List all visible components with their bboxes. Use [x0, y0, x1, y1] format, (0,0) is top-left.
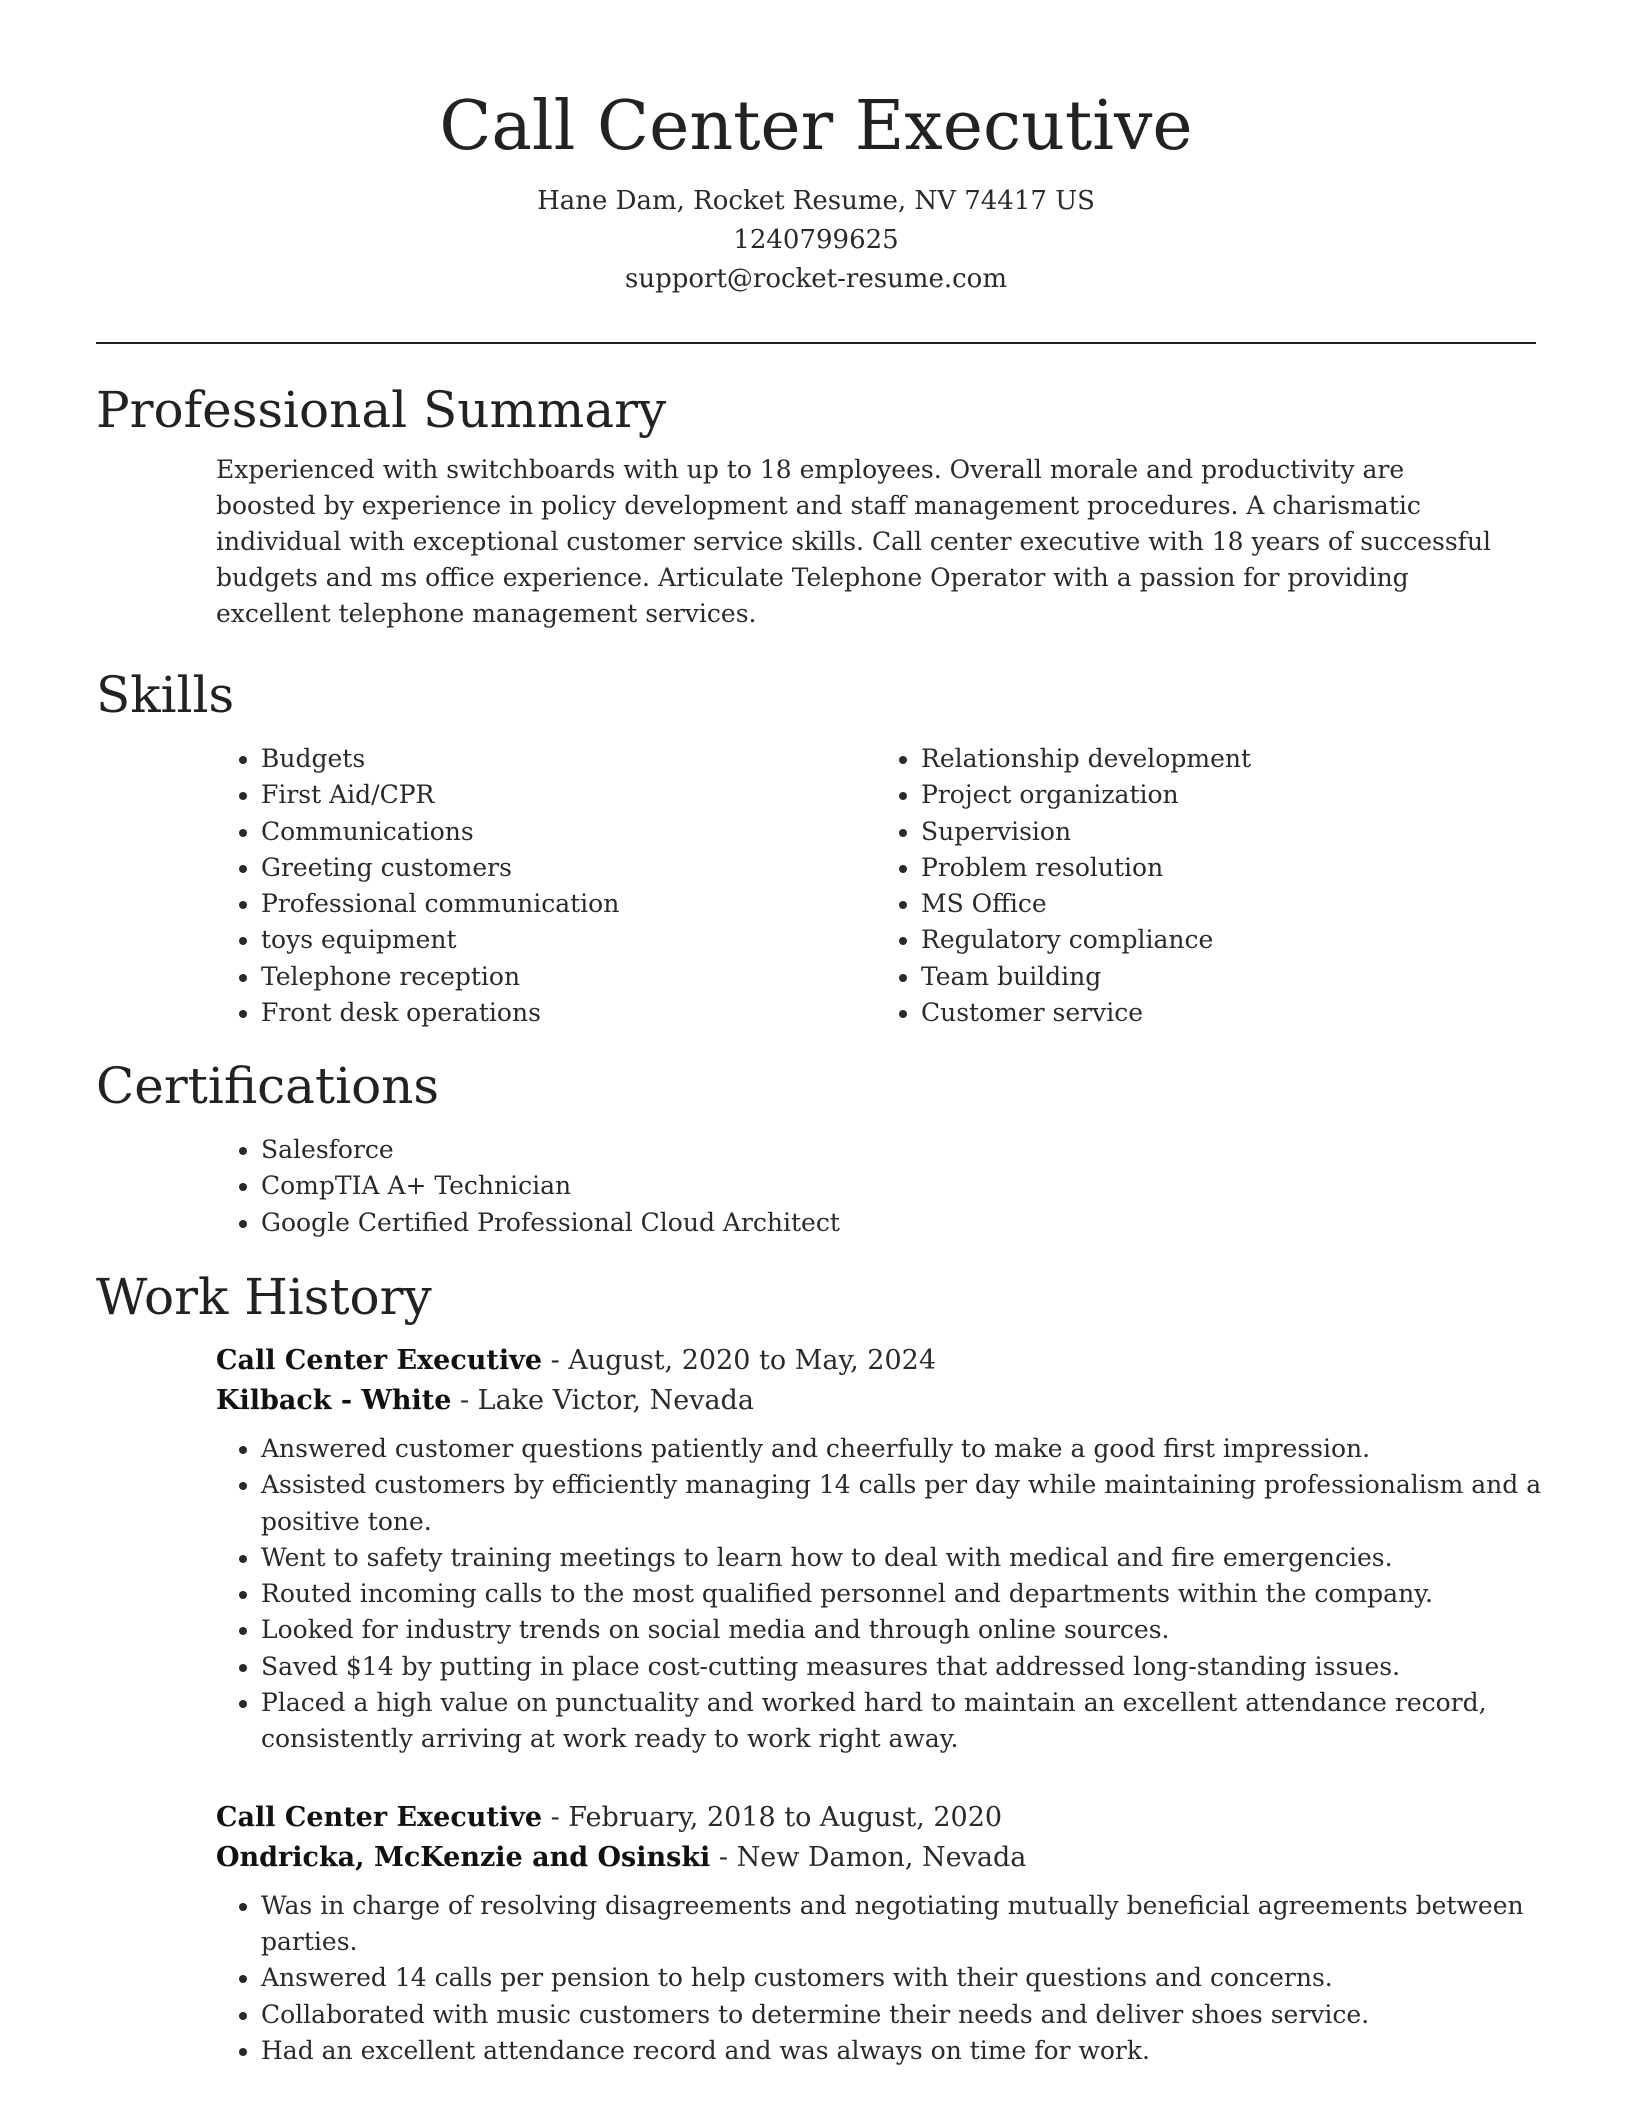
skill-item: • Front desk operations [261, 995, 876, 1031]
contact-email: support@rocket-resume.com [624, 264, 1007, 294]
certification-item: • Google Certified Professional Cloud Architect [261, 1205, 1536, 1241]
summary-section [96, 378, 1536, 632]
job-location: - Lake Victor, Nevada [451, 1385, 754, 1416]
job-company: Ondricka, McKenzie and Osinski [216, 1841, 711, 1873]
job-bullet: • Had an excellent attendance record and was always on time for work. [261, 2033, 1551, 2069]
skill-item: • Greeting customers [261, 850, 876, 886]
skill-item: • MS Office [921, 886, 1536, 922]
job-bullet: • Was in charge of resolving disagreements and negotiating mutually beneficial agreements between parties. [261, 1888, 1551, 1961]
job-bullet: • Looked for industry trends on social media and through online sources. [261, 1612, 1551, 1648]
contact-block [0, 182, 1632, 299]
job-bullet: • Assisted customers by efficiently managing 14 calls per day while maintaining professionalism and a positive tone. [261, 1467, 1551, 1540]
skill-item: • Customer service [921, 995, 1536, 1031]
skills-list-left [216, 741, 876, 1031]
job-bullet: • Collaborated with music customers to determine their needs and deliver shoes service. [261, 1997, 1551, 2033]
skill-item: • Problem resolution [921, 850, 1536, 886]
job-bullets [216, 1431, 1551, 1758]
skill-item: • Supervision [921, 814, 1536, 850]
skill-item: • First Aid/CPR [261, 777, 876, 813]
job-title: Call Center Executive [216, 1801, 542, 1833]
work-history-heading: Work History [96, 1268, 432, 1326]
summary-heading: Professional Summary [96, 381, 667, 439]
skills-heading: Skills [96, 666, 235, 724]
skills-section [96, 663, 1536, 1031]
skill-item: • Budgets [261, 741, 876, 777]
skills-columns [216, 741, 1536, 1031]
job-entry [216, 1341, 1542, 1758]
skill-item: • toys equipment [261, 922, 876, 958]
job-location: - New Damon, Nevada [710, 1841, 1027, 1873]
page-title: Call Center Executive [439, 87, 1193, 166]
skill-item: • Relationship development [921, 741, 1536, 777]
job-title-line [216, 1798, 1536, 1838]
job-company-line [216, 1381, 1536, 1421]
summary-text: Experienced with switchboards with up to 18 employees. Overall morale and productivity are boosted by experience in policy development and staff management procedures. A charismatic individual with exceptional customer service skills. Call center executive with 18 years of successful budgets and ms office experience. Articulate Telephone Operator with a passion for providing excellent telephone management services. [216, 455, 1492, 628]
job-company-line [216, 1838, 1536, 1878]
job-title-line [216, 1341, 1536, 1381]
certifications-list [216, 1132, 1536, 1241]
job-title: Call Center Executive [216, 1345, 542, 1376]
job-dates: - February, 2018 to August, 2020 [542, 1801, 1003, 1833]
job-bullet: • Saved $14 by putting in place cost-cutting measures that addressed long-standing issues. [261, 1649, 1551, 1685]
job-company: Kilback - White [216, 1385, 452, 1416]
job-bullet: • Answered 14 calls per pension to help customers with their questions and concerns. [261, 1960, 1551, 1996]
skill-item: • Professional communication [261, 886, 876, 922]
skill-item: • Project organization [921, 777, 1536, 813]
skill-item: • Communications [261, 814, 876, 850]
resume-header [0, 82, 1632, 299]
certifications-heading: Certifications [96, 1057, 440, 1115]
skill-item: • Telephone reception [261, 959, 876, 995]
header-divider [96, 342, 1536, 344]
work-history-section [96, 1265, 1542, 2069]
job-bullet: • Placed a high value on punctuality and worked hard to maintain an excellent attendance record, consistently arriving at work ready to work right away. [261, 1685, 1551, 1758]
certifications-section [96, 1054, 1536, 1241]
job-entry [216, 1798, 1536, 2069]
contact-phone: 1240799625 [733, 225, 899, 255]
skill-item: • Regulatory compliance [921, 922, 1536, 958]
job-bullet: • Went to safety training meetings to learn how to deal with medical and fire emergencies. [261, 1540, 1551, 1576]
certification-item: • Salesforce [261, 1132, 1536, 1168]
skills-list-right [876, 741, 1536, 1031]
job-bullet: • Answered customer questions patiently and cheerfully to make a good first impression. [261, 1431, 1551, 1467]
contact-address: Hane Dam, Rocket Resume, NV 74417 US [537, 186, 1095, 216]
certification-item: • CompTIA A+ Technician [261, 1168, 1536, 1204]
job-bullet: • Routed incoming calls to the most qualified personnel and departments within the company. [261, 1576, 1551, 1612]
skill-item: • Team building [921, 959, 1536, 995]
job-dates: - August, 2020 to May, 2024 [542, 1345, 936, 1376]
job-bullets [216, 1888, 1551, 2069]
